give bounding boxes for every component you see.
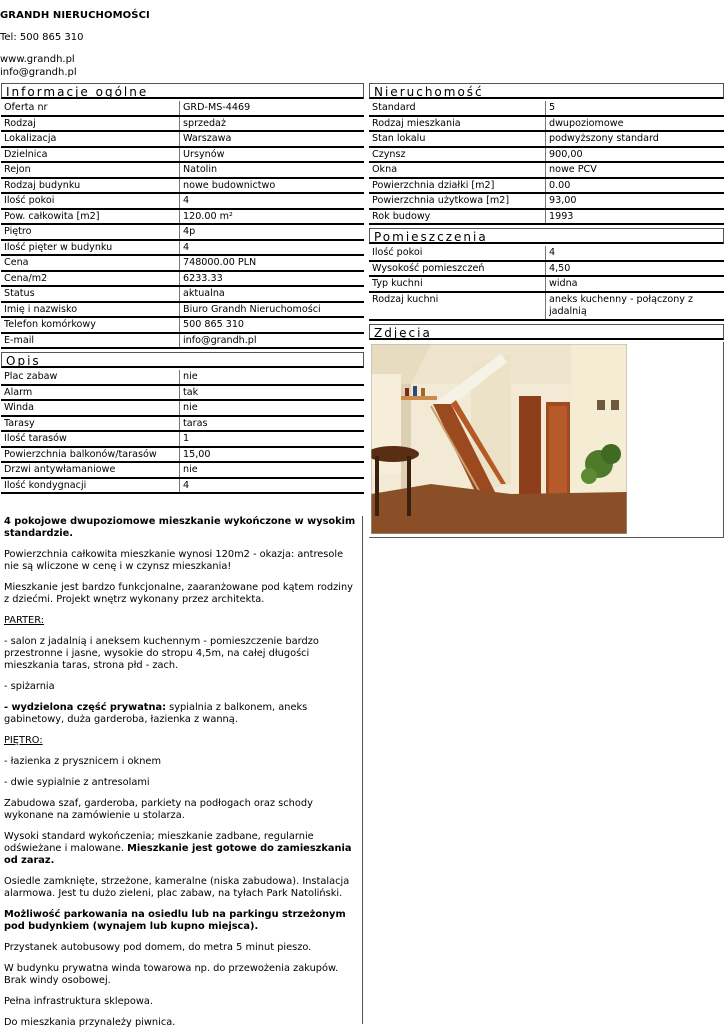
field-value: nowe budownictwo: [180, 178, 365, 194]
field-value: 4: [180, 193, 365, 209]
general-info-row: [1, 147, 364, 163]
description-paragraph: Do mieszkania przynależy piwnica.: [4, 1017, 356, 1029]
section-title-opis: Opis: [1, 352, 364, 368]
field-value: taras: [180, 416, 365, 432]
field-value: nie: [180, 400, 365, 416]
field-value: Natolin: [180, 162, 365, 178]
general-info-row: [1, 193, 364, 209]
field-label: Dzielnica: [1, 147, 180, 163]
property-row: [369, 162, 724, 178]
field-label: Ilość pięter w budynku: [1, 240, 180, 256]
opis-row: [1, 400, 364, 416]
field-label: Ilość pokoi: [1, 193, 180, 209]
field-value: Biuro Grandh Nieruchomości: [180, 302, 365, 318]
description-paragraph: W budynku prywatna winda towarowa np. do przewożenia zakupów. Brak windy osobowej.: [4, 963, 356, 987]
field-value: podwyższony standard: [546, 131, 724, 147]
company-phone: Tel: 500 865 310: [0, 31, 400, 44]
field-label: Rodzaj kuchni: [369, 292, 546, 320]
section-title-nieruchomosc: Nieruchomość: [369, 83, 724, 99]
field-label: Alarm: [1, 385, 180, 401]
section-title-pomieszczenia: Pomieszczenia: [369, 228, 724, 244]
field-label: Czynsz: [369, 147, 546, 163]
field-value: 4: [180, 240, 365, 256]
field-label: Telefon komórkowy: [1, 317, 180, 333]
field-label: Oferta nr: [1, 101, 180, 116]
general-info-table: [1, 101, 364, 349]
property-table: [369, 101, 724, 225]
property-row: [369, 178, 724, 194]
description-heading-parter: PARTER:: [4, 615, 356, 627]
field-value: info@grandh.pl: [180, 333, 365, 349]
company-email: info@grandh.pl: [0, 66, 400, 79]
field-value: nie: [180, 462, 365, 478]
field-value: 93,00: [546, 193, 724, 209]
field-label: Drzwi antywłamaniowe: [1, 462, 180, 478]
description-paragraph: Przystanek autobusowy pod domem, do metra 5 minut pieszo.: [4, 942, 356, 954]
field-label: Standard: [369, 101, 546, 116]
field-value: aktualna: [180, 286, 365, 302]
description-paragraph: - spiżarnia: [4, 681, 356, 693]
field-value: 15,00: [180, 447, 365, 463]
field-label: Powierzchnia balkonów/tarasów: [1, 447, 180, 463]
description-paragraph: 4 pokojowe dwupoziomowe mieszkanie wykończone w wysokim standardzie.: [4, 516, 356, 540]
property-row: [369, 193, 724, 209]
property-row: [369, 209, 724, 225]
field-label: Plac zabaw: [1, 370, 180, 385]
field-label: Ilość tarasów: [1, 431, 180, 447]
opis-row: [1, 431, 364, 447]
field-value: sprzedaż: [180, 116, 365, 132]
field-value: dwupoziomowe: [546, 116, 724, 132]
general-info-row: [1, 116, 364, 132]
field-value: GRD-MS-4469: [180, 101, 365, 116]
field-value: aneks kuchenny - połączony z jadalnią: [546, 292, 724, 320]
description-heading-pietro: PIĘTRO:: [4, 735, 356, 747]
general-info-row: [1, 317, 364, 333]
property-row: [369, 131, 724, 147]
section-title-general: Informacje ogólne: [1, 83, 364, 99]
general-info-row: [1, 255, 364, 271]
field-value: 0.00: [546, 178, 724, 194]
rooms-table: [369, 246, 724, 321]
opis-row: [1, 385, 364, 401]
general-info-row: [1, 240, 364, 256]
right-column: [369, 83, 724, 538]
description-paragraph: Osiedle zamknięte, strzeżone, kameralne (niska zabudowa). Instalacja alarmowa. Jest tu dużo zieleni, plac zabaw, na tyłach Park Natoliński.: [4, 876, 356, 900]
field-label: Cena/m2: [1, 271, 180, 287]
field-value: 900,00: [546, 147, 724, 163]
general-info-row: [1, 101, 364, 116]
field-label: Rodzaj mieszkania: [369, 116, 546, 132]
field-label: Typ kuchni: [369, 276, 546, 292]
field-value: 4,50: [546, 261, 724, 277]
company-website: www.grandh.pl: [0, 53, 400, 66]
field-label: Tarasy: [1, 416, 180, 432]
field-label: Ilość kondygnacji: [1, 478, 180, 494]
field-label: Piętro: [1, 224, 180, 240]
field-label: Powierzchnia użytkowa [m2]: [369, 193, 546, 209]
field-label: E-mail: [1, 333, 180, 349]
interior-photo[interactable]: [371, 344, 627, 534]
field-label: Pow. całkowita [m2]: [1, 209, 180, 225]
description-paragraph: - salon z jadalnią i aneksem kuchennym - pomieszczenie bardzo przestronne i jasne, wysokie do stropu 4,5m, na całej długości mieszkania taras, strona płd - zach.: [4, 636, 356, 672]
general-info-row: [1, 209, 364, 225]
field-value: nowe PCV: [546, 162, 724, 178]
opis-row: [1, 447, 364, 463]
description-paragraph: Zabudowa szaf, garderoba, parkiety na podłogach oraz schody wykonane na zamówienie u stolarza.: [4, 798, 356, 822]
field-label: Imię i nazwisko: [1, 302, 180, 318]
field-value: 4: [546, 246, 724, 261]
field-value: 500 865 310: [180, 317, 365, 333]
field-label: Rok budowy: [369, 209, 546, 225]
description-paragraph: Możliwość parkowania na osiedlu lub na parkingu strzeżonym pod budynkiem (wynajem lub kupno miejsca).: [4, 909, 356, 933]
general-info-row: [1, 178, 364, 194]
field-value: 6233.33: [180, 271, 365, 287]
description-bold: - wydzielona część prywatna:: [4, 702, 166, 713]
property-row: [369, 101, 724, 116]
field-label: Wysokość pomieszczeń: [369, 261, 546, 277]
property-row: [369, 147, 724, 163]
section-title-zdjecia: Zdjęcia: [369, 324, 724, 340]
general-info-row: [1, 131, 364, 147]
field-value: 1: [180, 431, 365, 447]
field-value: 1993: [546, 209, 724, 225]
field-label: Powierzchnia działki [m2]: [369, 178, 546, 194]
company-name: GRANDH NIERUCHOMOŚCI: [0, 9, 400, 22]
description-bold: Mieszkanie jest gotowe do zamieszkania od zaraz.: [4, 843, 351, 866]
description-paragraph: - łazienka z prysznicem i oknem: [4, 756, 356, 768]
field-label: Rodzaj: [1, 116, 180, 132]
company-header: [0, 9, 400, 79]
field-label: Status: [1, 286, 180, 302]
rooms-row: [369, 261, 724, 277]
rooms-row: [369, 276, 724, 292]
opis-row: [1, 416, 364, 432]
rooms-row: [369, 246, 724, 261]
opis-row: [1, 462, 364, 478]
description-paragraph: [4, 831, 356, 867]
field-value: 748000.00 PLN: [180, 255, 365, 271]
general-info-row: [1, 271, 364, 287]
general-info-row: [1, 162, 364, 178]
description-span: sypialnia z balkonem, aneks gabinetowy, duża garderoba, łazienka z wanną.: [4, 702, 307, 725]
field-label: Rejon: [1, 162, 180, 178]
general-info-row: [1, 302, 364, 318]
description-paragraph: Pełna infrastruktura sklepowa.: [4, 996, 356, 1008]
description-paragraph: [4, 702, 356, 726]
description-paragraph: - dwie sypialnie z antresolami: [4, 777, 356, 789]
field-label: Rodzaj budynku: [1, 178, 180, 194]
field-value: nie: [180, 370, 365, 385]
field-label: Okna: [369, 162, 546, 178]
description-paragraph: Mieszkanie jest bardzo funkcjonalne, zaaranżowane pod kątem rodziny z dziećmi. Projekt wnętrz wykonany przez architekta.: [4, 582, 356, 606]
field-value: Warszawa: [180, 131, 365, 147]
opis-row: [1, 370, 364, 385]
property-row: [369, 116, 724, 132]
field-label: Winda: [1, 400, 180, 416]
field-value: tak: [180, 385, 365, 401]
description-paragraph: Powierzchnia całkowita mieszkanie wynosi 120m2 - okazja: antresole nie są wliczone w cenę i w czynsz mieszkania!: [4, 549, 356, 573]
general-info-row: [1, 286, 364, 302]
rooms-row: [369, 292, 724, 320]
field-label: Ilość pokoi: [369, 246, 546, 261]
description-text: [1, 516, 363, 1024]
field-value: 120.00 m²: [180, 209, 365, 225]
description-span: Wysoki standard wykończenia; mieszkanie zadbane, regularnie odświeżane i malowane.: [4, 831, 314, 854]
field-label: Cena: [1, 255, 180, 271]
field-value: 4p: [180, 224, 365, 240]
field-label: Stan lokalu: [369, 131, 546, 147]
field-value: Ursynów: [180, 147, 365, 163]
opis-row: [1, 478, 364, 494]
opis-table: [1, 370, 364, 494]
general-info-row: [1, 224, 364, 240]
field-value: widna: [546, 276, 724, 292]
left-column: [1, 83, 364, 494]
photo-frame: [369, 342, 724, 538]
field-label: Lokalizacja: [1, 131, 180, 147]
general-info-row: [1, 333, 364, 349]
field-value: 5: [546, 101, 724, 116]
field-value: 4: [180, 478, 365, 494]
